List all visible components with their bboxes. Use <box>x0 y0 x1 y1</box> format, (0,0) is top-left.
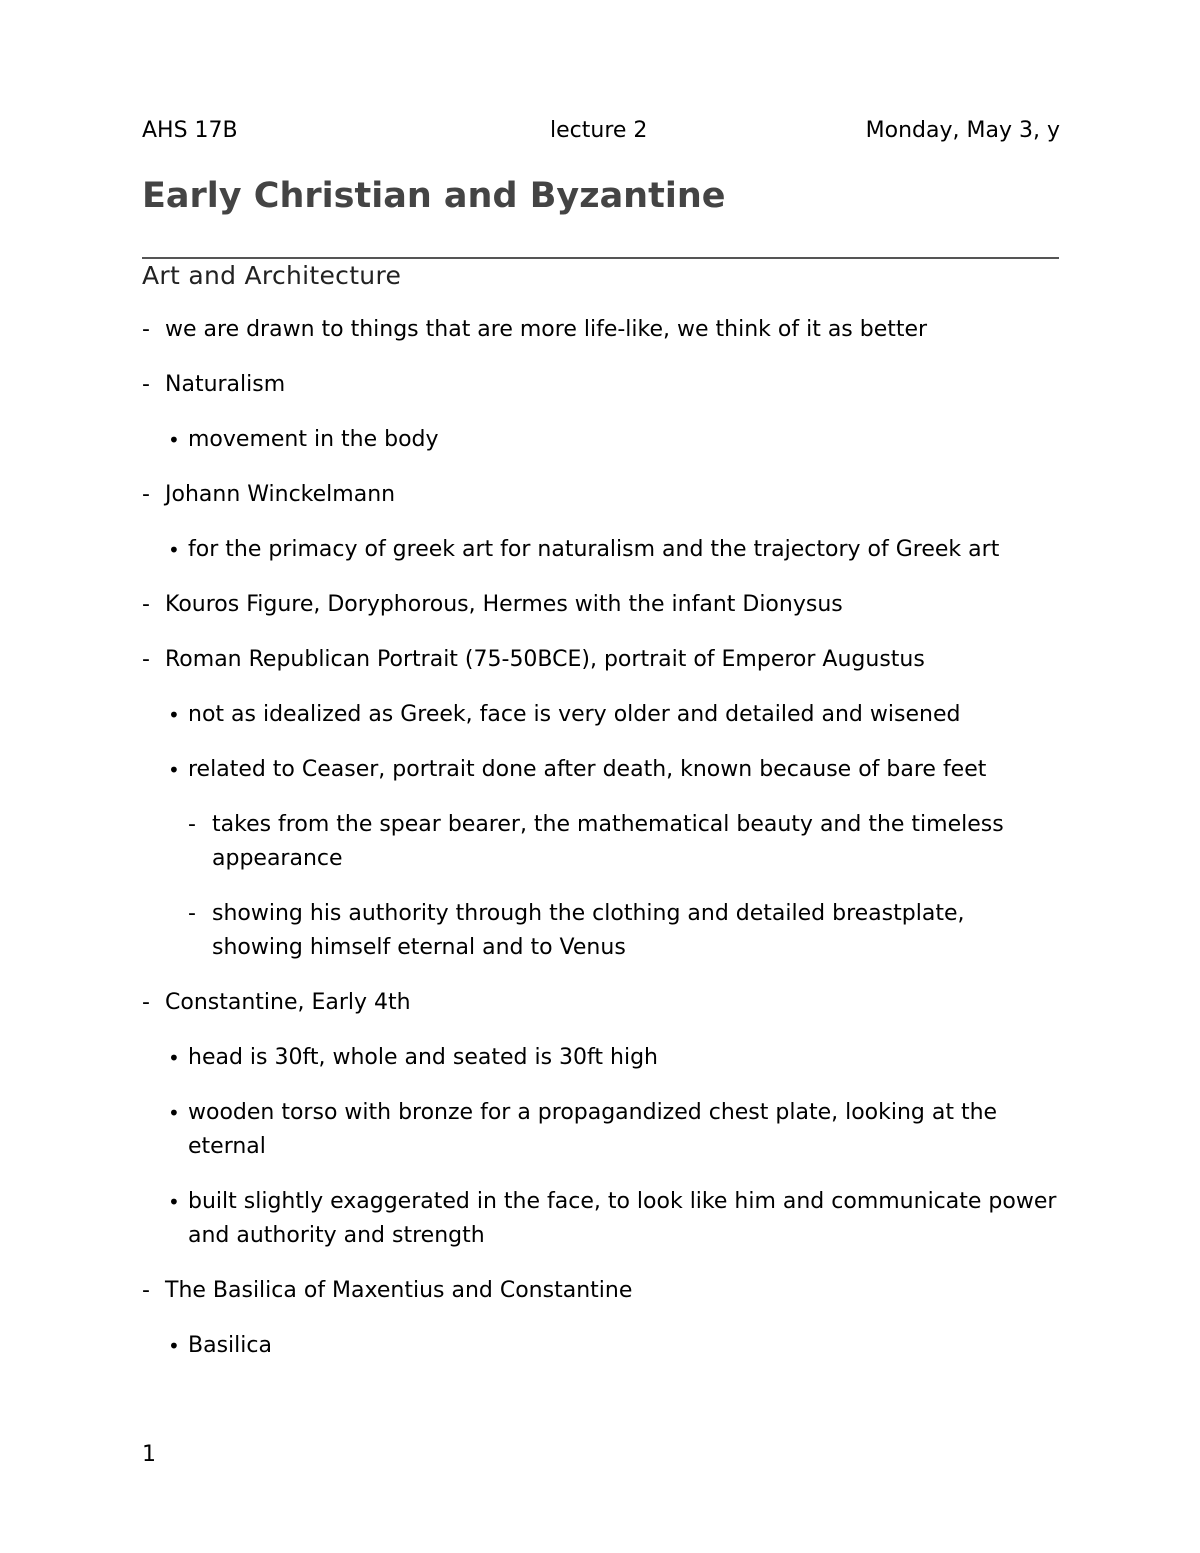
list-item-text: takes from the spear bearer, the mathematical beauty and the timeless appearance <box>212 812 1004 871</box>
dash-marker: - <box>142 647 150 672</box>
dash-marker: - <box>142 317 150 342</box>
list-item <box>142 478 1062 512</box>
notes-outline <box>142 313 1062 1384</box>
bullet-marker: • <box>168 1190 180 1214</box>
list-item-text: Kouros Figure, Doryphorous, Hermes with the infant Dionysus <box>165 592 843 617</box>
bullet-marker: • <box>168 1334 180 1358</box>
list-item-text: movement in the body <box>188 427 439 452</box>
list-item <box>142 1096 1062 1164</box>
dash-marker: - <box>142 482 150 507</box>
list-item-text: for the primacy of greek art for naturalism and the trajectory of Greek art <box>188 537 1000 562</box>
course-code: AHS 17B <box>142 118 238 143</box>
list-item-text: showing his authority through the clothing and detailed breastplate, showing himself eternal and to Venus <box>212 901 965 960</box>
bullet-marker: • <box>168 703 180 727</box>
page-title: Early Christian and Byzantine <box>142 176 726 216</box>
dash-marker: - <box>188 812 196 837</box>
page-number: 1 <box>142 1442 156 1467</box>
dash-marker: - <box>142 592 150 617</box>
list-item-text: head is 30ft, whole and seated is 30ft high <box>188 1045 658 1070</box>
list-item-text: related to Ceaser, portrait done after death, known because of bare feet <box>188 757 987 782</box>
list-item <box>142 1185 1062 1253</box>
list-item <box>142 753 1062 787</box>
list-item <box>142 897 1062 965</box>
list-item <box>142 533 1062 567</box>
page-header <box>142 116 1060 146</box>
dash-marker: - <box>188 901 196 926</box>
list-item <box>142 643 1062 677</box>
list-item <box>142 808 1062 876</box>
list-item-text: Roman Republican Portrait (75-50BCE), portrait of Emperor Augustus <box>165 647 925 672</box>
title-divider <box>142 257 1059 259</box>
list-item-text: Basilica <box>188 1333 272 1358</box>
list-item-text: Johann Winckelmann <box>165 482 396 507</box>
list-item-text: Constantine, Early 4th <box>165 990 411 1015</box>
list-item-text: Naturalism <box>165 372 286 397</box>
bullet-marker: • <box>168 538 180 562</box>
list-item <box>142 313 1062 347</box>
list-item <box>142 1041 1062 1075</box>
dash-marker: - <box>142 1278 150 1303</box>
list-item <box>142 986 1062 1020</box>
lecture-date: Monday, May 3, y <box>865 118 1060 143</box>
bullet-marker: • <box>168 1046 180 1070</box>
bullet-marker: • <box>168 758 180 782</box>
list-item <box>142 588 1062 622</box>
list-item-text: built slightly exaggerated in the face, to look like him and communicate power and authority and strength <box>188 1189 1057 1248</box>
list-item-text: wooden torso with bronze for a propagandized chest plate, looking at the eternal <box>188 1100 998 1159</box>
list-item-text: not as idealized as Greek, face is very older and detailed and wisened <box>188 702 961 727</box>
list-item <box>142 1274 1062 1308</box>
lecture-label: lecture 2 <box>550 118 648 143</box>
list-item <box>142 423 1062 457</box>
list-item-text: The Basilica of Maxentius and Constantine <box>165 1278 633 1303</box>
list-item-text: we are drawn to things that are more life-like, we think of it as better <box>165 317 928 342</box>
bullet-marker: • <box>168 1101 180 1125</box>
section-heading: Art and Architecture <box>142 261 402 290</box>
list-item <box>142 368 1062 402</box>
dash-marker: - <box>142 372 150 397</box>
list-item <box>142 1329 1062 1363</box>
bullet-marker: • <box>168 428 180 452</box>
dash-marker: - <box>142 990 150 1015</box>
list-item <box>142 698 1062 732</box>
